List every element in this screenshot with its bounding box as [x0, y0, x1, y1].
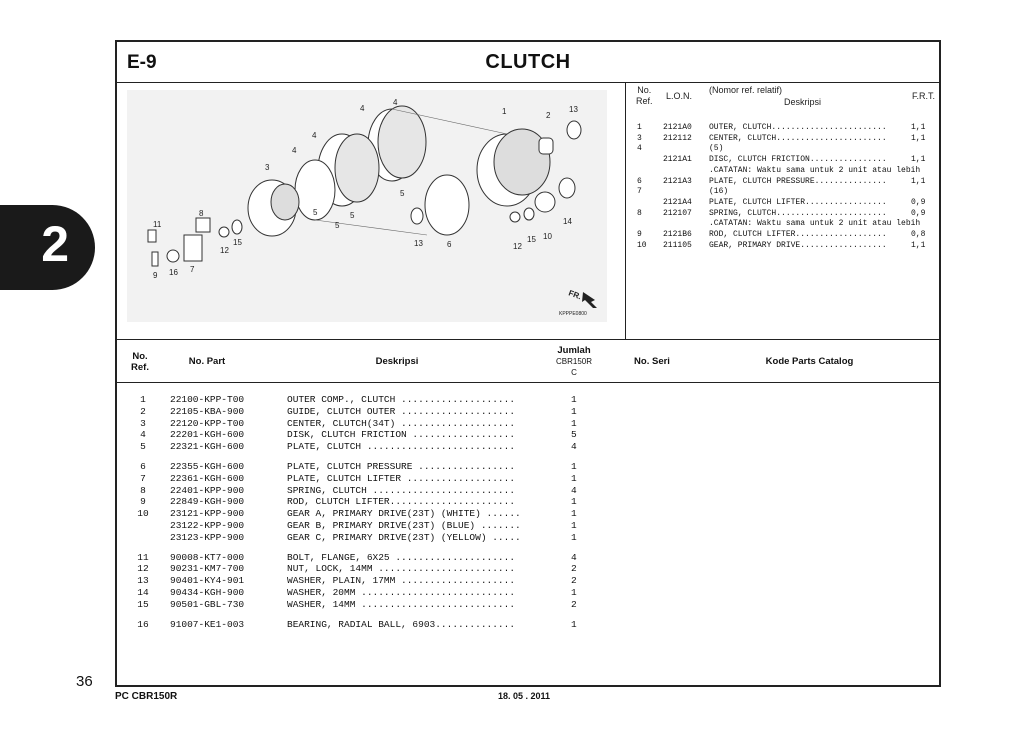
lon-frt: 0,8 [911, 230, 926, 239]
part-qty: 4 [571, 484, 577, 496]
washer-shape [559, 178, 575, 198]
part-desc: PLATE, CLUTCH .......................... [287, 441, 516, 453]
section-code: E-9 [127, 52, 157, 73]
callout-5: 5 [350, 211, 355, 220]
lon-ref: 8 [637, 208, 642, 218]
callout-14: 14 [563, 217, 572, 226]
part-desc: WASHER, 20MM ........................... [287, 587, 516, 598]
part-qty: 2 [571, 575, 577, 587]
part-number: 23121-KPP-900 [170, 508, 245, 520]
part-number: 90501-GBL-730 [170, 598, 245, 610]
washer-shape [567, 121, 581, 139]
part-qty: 1 [571, 587, 577, 598]
lon-code: 212107 [663, 208, 692, 218]
part-ref: 16 [137, 618, 149, 630]
lon-desc: PLATE, CLUTCH LIFTER................. [709, 197, 887, 207]
part-ref: 9 [140, 496, 146, 508]
parts-col-ref-header: No. Ref. [131, 351, 149, 373]
part-ref: 12 [137, 563, 149, 575]
lon-desc: .CATATAN: Waktu sama untuk 2 unit atau lebih [709, 219, 921, 229]
lon-desc: (5) [709, 144, 724, 154]
lon-frt: 1,1 [911, 155, 926, 165]
clutch-center-hub [271, 184, 299, 220]
bolt-shape [148, 230, 156, 242]
lon-desc: OUTER, CLUTCH........................ [709, 123, 887, 132]
lon-col-desc-header: Deskripsi [784, 97, 822, 107]
lon-desc: CENTER, CLUTCH....................... [709, 133, 887, 143]
part-desc: GEAR C, PRIMARY DRIVE(23T) (YELLOW) ..... [287, 531, 521, 543]
part-qty: 5 [571, 429, 577, 441]
part-number: 23122-KPP-900 [170, 520, 245, 531]
part-ref: 5 [140, 441, 146, 453]
part-qty: 4 [571, 551, 577, 563]
lon-frt: 1,1 [911, 123, 926, 132]
part-qty: 1 [571, 496, 577, 508]
part-number: 90401-KY4-901 [170, 575, 245, 587]
part-qty: 1 [571, 520, 577, 531]
part-ref: 10 [137, 508, 149, 520]
callout-1: 1 [502, 107, 507, 116]
lon-code: 2121A0 [663, 123, 692, 132]
part-ref: 7 [140, 472, 146, 484]
callout-10: 10 [543, 232, 552, 241]
lon-ref: 10 [637, 240, 647, 250]
primary-gear-shape [535, 192, 555, 212]
part-desc: WASHER, 14MM ........................... [287, 598, 516, 610]
parts-col-serial-header: No. Seri [634, 356, 670, 367]
section-divider [117, 339, 939, 340]
washer-shape [411, 208, 423, 224]
part-qty: 1 [571, 618, 577, 630]
parts-row [125, 587, 585, 599]
lon-desc: PLATE, CLUTCH PRESSURE............... [709, 176, 887, 186]
part-ref: 2 [140, 405, 146, 417]
part-ref: 13 [137, 575, 149, 587]
callout-8: 8 [199, 209, 204, 218]
lon-desc: ROD, CLUTCH LIFTER................... [709, 230, 887, 239]
lon-code: 2121A3 [663, 176, 692, 186]
part-desc: BEARING, RADIAL BALL, 6903.............. [287, 618, 516, 630]
part-qty: 2 [571, 563, 577, 575]
part-qty: 1 [571, 405, 577, 417]
chapter-number: 2 [41, 216, 69, 272]
callout-16: 16 [169, 268, 178, 277]
callout-2: 2 [546, 111, 551, 120]
washer-shape [524, 208, 534, 220]
part-desc: CENTER, CLUTCH(34T) .................... [287, 417, 516, 429]
lon-desc: .CATATAN: Waktu sama untuk 2 unit atau lebih [709, 165, 921, 175]
parts-col-desc-header: Deskripsi [375, 356, 419, 367]
parts-row [125, 485, 585, 497]
callout-4: 4 [292, 146, 297, 155]
lon-desc: DISC, CLUTCH FRICTION................ [709, 155, 887, 165]
part-qty: 1 [571, 394, 577, 405]
part-number: 22100-KPP-T00 [170, 394, 245, 405]
exploded-diagram [127, 90, 607, 322]
lock-nut-shape [510, 212, 520, 222]
part-desc: DISK, CLUTCH FRICTION .................. [287, 429, 516, 441]
washer-shape [232, 220, 242, 234]
catalog-page-frame [115, 40, 941, 687]
callout-5: 5 [400, 189, 405, 198]
front-direction-label: FR. [567, 288, 583, 302]
parts-row [125, 473, 585, 485]
part-ref: 4 [140, 429, 146, 441]
part-qty: 4 [571, 441, 577, 453]
parts-row [125, 552, 585, 564]
parts-row [125, 441, 585, 453]
part-ref: 6 [140, 461, 146, 472]
front-arrow-icon [582, 292, 597, 308]
parts-row [125, 619, 585, 631]
part-number: 90231-KM7-700 [170, 563, 245, 575]
lon-frt: 1,1 [911, 176, 926, 186]
footer-date: 18. 05 . 2011 [498, 691, 551, 701]
lon-frt: 0,9 [911, 208, 926, 218]
lon-ref: 7 [637, 187, 642, 197]
part-number: 22201-KGH-600 [170, 429, 245, 441]
part-ref: 8 [140, 484, 146, 496]
part-desc: ROD, CLUTCH LIFTER...................... [287, 496, 516, 508]
parts-row [125, 508, 585, 520]
part-desc: BOLT, FLANGE, 6X25 ..................... [287, 551, 516, 563]
parts-row [125, 563, 585, 575]
lon-ref: 4 [637, 144, 642, 154]
callout-6: 6 [447, 240, 452, 249]
part-number: 22120-KPP-T00 [170, 417, 245, 429]
parts-col-part-header: No. Part [188, 356, 226, 367]
parts-row [125, 418, 585, 430]
part-number: 22321-KGH-600 [170, 441, 245, 453]
lon-col-desc-header-note: (Nomor ref. relatif) [709, 85, 783, 95]
parts-col-catalog-header: Kode Parts Catalog [765, 356, 854, 367]
lon-desc: GEAR, PRIMARY DRIVE.................. [709, 240, 887, 250]
lon-frt: 1,1 [911, 240, 926, 250]
header-divider [117, 382, 939, 383]
clutch-exploded-view [127, 90, 607, 322]
spring-shape [196, 218, 210, 232]
lon-code: 212112 [663, 133, 692, 143]
lon-code: 2121A1 [663, 155, 692, 165]
lon-col-ref-header: No. Ref. [636, 85, 653, 106]
callout-3: 3 [265, 163, 270, 172]
footer-model: PC CBR150R [115, 691, 178, 702]
part-desc: NUT, LOCK, 14MM ........................ [287, 563, 516, 575]
column-divider [625, 82, 626, 339]
lon-ref: 6 [637, 176, 642, 186]
part-desc: GEAR A, PRIMARY DRIVE(23T) (WHITE) ...... [287, 508, 521, 520]
part-number: 22355-KGH-600 [170, 461, 245, 472]
callout-13: 13 [414, 239, 423, 248]
part-desc: GEAR B, PRIMARY DRIVE(23T) (BLUE) ....... [287, 520, 521, 531]
part-number: 23123-KPP-900 [170, 531, 245, 543]
lon-desc: (16) [709, 187, 729, 197]
lon-col-lon-header: L.O.N. [666, 91, 693, 101]
part-number: 22401-KPP-900 [170, 484, 245, 496]
lifter-plate-shape [184, 235, 202, 261]
lon-code: 211105 [663, 240, 692, 250]
part-number: 91007-KE1-003 [170, 618, 245, 630]
part-number: 90434-KGH-900 [170, 587, 245, 598]
callout-4: 4 [360, 104, 365, 113]
callout-12: 12 [513, 242, 522, 251]
part-number: 90008-KT7-000 [170, 551, 245, 563]
callout-15: 15 [527, 235, 536, 244]
lon-code: 2121A4 [663, 197, 692, 207]
page-title: CLUTCH [485, 51, 571, 73]
lon-col-frt-header: F.R.T. [912, 91, 936, 101]
clutch-plate-shape [335, 134, 379, 202]
part-number: 22361-KGH-600 [170, 472, 245, 484]
callout-9: 9 [153, 271, 158, 280]
lon-ref: 1 [637, 123, 642, 132]
part-desc: GUIDE, CLUTCH OUTER .................... [287, 405, 516, 417]
lifter-rod-shape [152, 252, 158, 266]
lon-ref: 9 [637, 230, 642, 239]
parts-col-qty-header: Jumlah CBR150R C [555, 345, 592, 377]
parts-row [125, 496, 585, 508]
page-number: 36 [76, 673, 93, 690]
parts-row [125, 520, 585, 532]
parts-row [125, 406, 585, 418]
part-number: 22105-KBA-900 [170, 405, 245, 417]
parts-row [125, 429, 585, 441]
callout-4: 4 [393, 98, 398, 107]
lon-desc: SPRING, CLUTCH....................... [709, 208, 887, 218]
callout-5: 5 [313, 208, 318, 217]
callout-5: 5 [335, 221, 340, 230]
part-ref: 14 [137, 587, 149, 598]
part-qty: 1 [571, 461, 577, 472]
part-desc: OUTER COMP., CLUTCH .................... [287, 394, 516, 405]
callout-7: 7 [190, 265, 195, 274]
callout-12: 12 [220, 246, 229, 255]
part-ref: 11 [137, 551, 149, 563]
part-qty: 1 [571, 417, 577, 429]
callout-13: 13 [569, 105, 578, 114]
parts-row [125, 394, 585, 406]
part-number: 22849-KGH-900 [170, 496, 245, 508]
part-desc: SPRING, CLUTCH ......................... [287, 484, 516, 496]
part-qty: 2 [571, 598, 577, 610]
pressure-plate-shape [425, 175, 469, 235]
diagram-code: KPPPE0800 [559, 311, 587, 317]
lon-frt: 1,1 [911, 133, 926, 143]
lock-nut-shape [219, 227, 229, 237]
part-ref: 15 [137, 598, 149, 610]
part-desc: PLATE, CLUTCH PRESSURE ................. [287, 461, 516, 472]
lon-frt: 0,9 [911, 197, 926, 207]
part-qty: 1 [571, 472, 577, 484]
part-desc: WASHER, PLAIN, 17MM .................... [287, 575, 516, 587]
part-desc: PLATE, CLUTCH LIFTER ................... [287, 472, 516, 484]
part-qty: 1 [571, 531, 577, 543]
callout-4: 4 [312, 131, 317, 140]
clutch-disc-shape [378, 106, 426, 178]
callout-11: 11 [153, 220, 162, 229]
lon-code: 2121B6 [663, 230, 692, 239]
guide-shape [539, 138, 553, 154]
lon-ref: 3 [637, 133, 642, 143]
chapter-tab [0, 205, 95, 290]
parts-row [125, 461, 585, 473]
part-ref: 1 [140, 394, 146, 405]
part-ref: 3 [140, 417, 146, 429]
part-qty: 1 [571, 508, 577, 520]
bearing-shape [167, 250, 179, 262]
parts-row [125, 575, 585, 587]
parts-row [125, 532, 585, 544]
parts-row [125, 599, 585, 611]
page-header [117, 42, 939, 83]
callout-15: 15 [233, 238, 242, 247]
